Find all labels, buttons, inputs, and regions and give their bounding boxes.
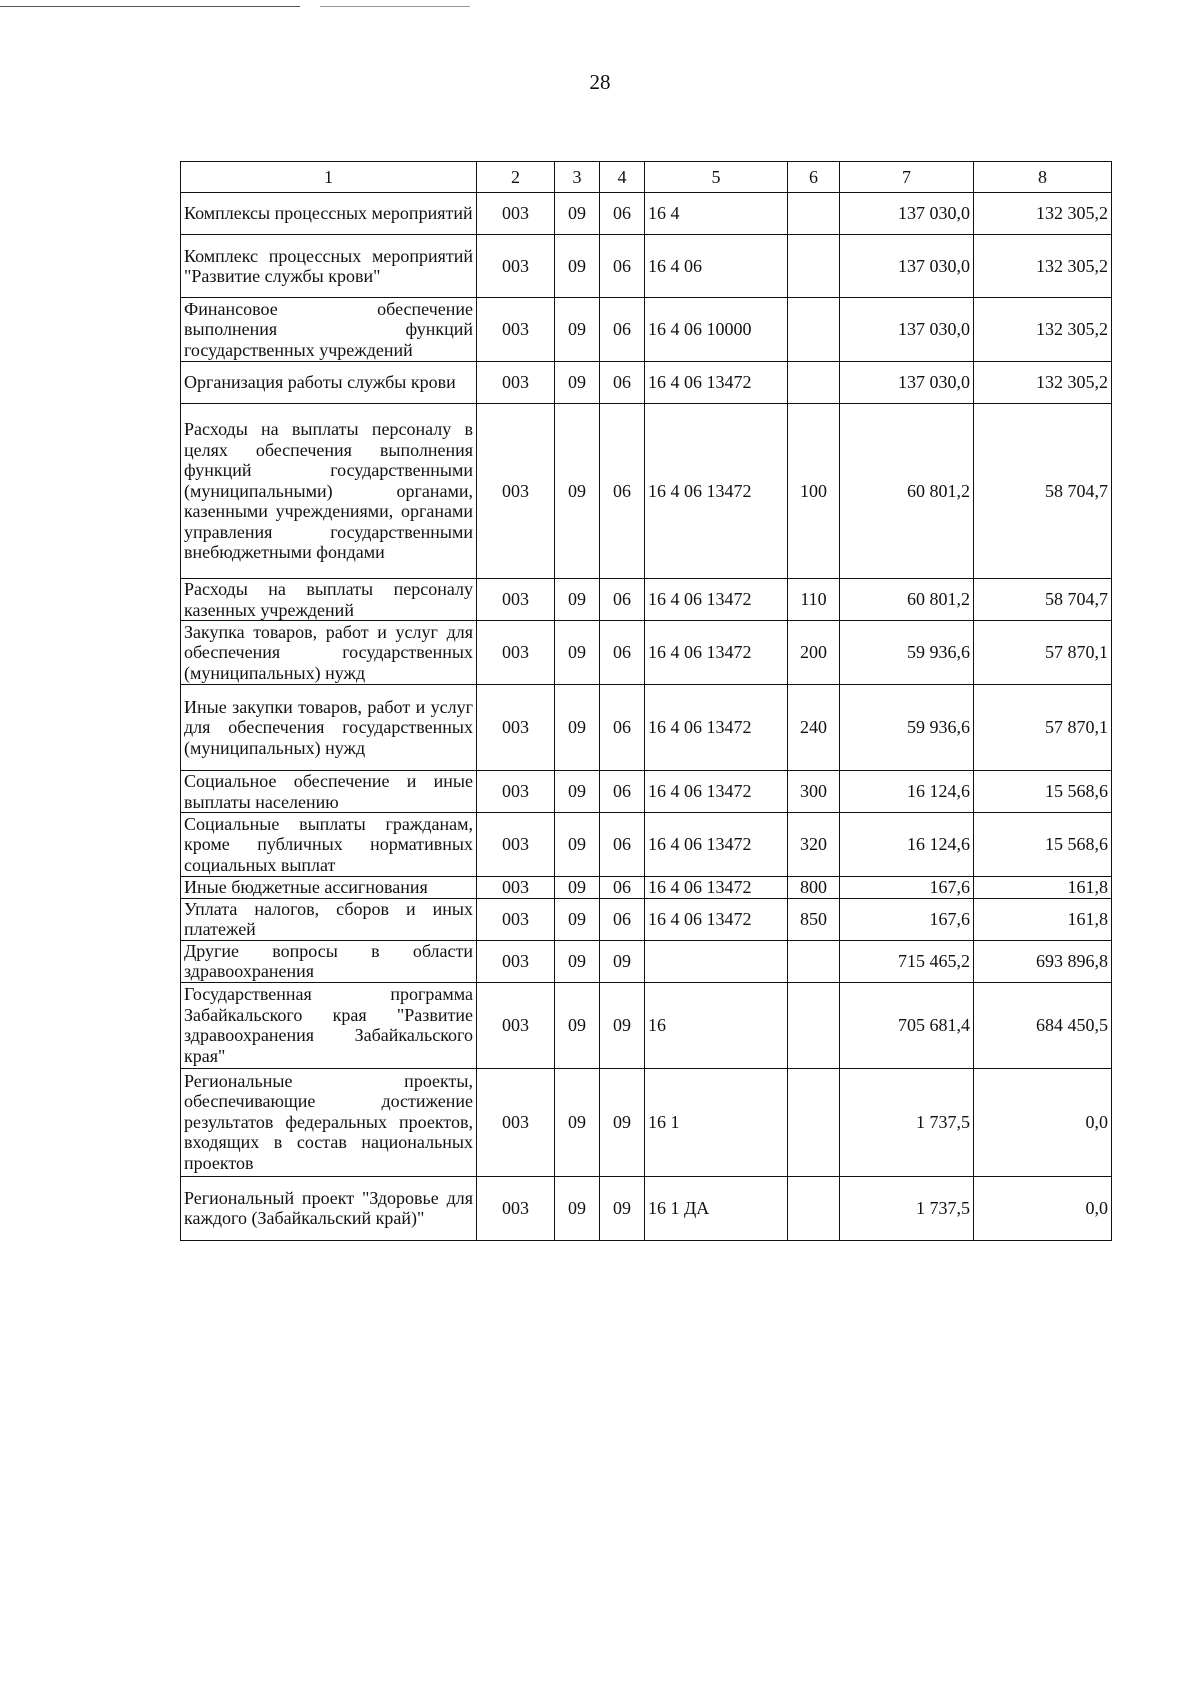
row-chapter-code: 09: [555, 877, 600, 899]
row-chapter-code: 09: [555, 1176, 600, 1240]
row-chapter-code: 09: [555, 579, 600, 621]
row-expense-type: [788, 298, 840, 362]
header-cell: 8: [974, 162, 1112, 193]
row-target-item: 16 1: [645, 1068, 788, 1176]
row-name: Комплекс процессных мероприятий "Развитие службы крови": [181, 235, 477, 298]
table-row: [181, 579, 1112, 621]
row-target-item: 16 4 06 13472: [645, 898, 788, 940]
row-amount-8: 132 305,2: [974, 235, 1112, 298]
row-subsection-code: 06: [600, 813, 645, 877]
row-amount-7: 59 936,6: [840, 685, 974, 771]
row-amount-7: 137 030,0: [840, 235, 974, 298]
table-row: [181, 982, 1112, 1068]
row-section-code: 003: [477, 685, 555, 771]
top-rule: [0, 6, 300, 7]
row-target-item: 16 4 06 10000: [645, 298, 788, 362]
row-target-item: 16 4 06 13472: [645, 771, 788, 813]
row-section-code: 003: [477, 298, 555, 362]
row-expense-type: [788, 1176, 840, 1240]
row-amount-7: 59 936,6: [840, 621, 974, 685]
row-name: Финансовое обеспечение выполнения функций государственных учреждений: [181, 298, 477, 362]
row-target-item: 16 4 06 13472: [645, 404, 788, 579]
row-amount-8: 132 305,2: [974, 362, 1112, 404]
row-section-code: 003: [477, 621, 555, 685]
row-amount-8: 161,8: [974, 877, 1112, 899]
row-section-code: 003: [477, 235, 555, 298]
table-body: [181, 193, 1112, 1241]
row-chapter-code: 09: [555, 235, 600, 298]
row-expense-type: 110: [788, 579, 840, 621]
row-subsection-code: 06: [600, 235, 645, 298]
table-row: [181, 404, 1112, 579]
row-name: Иные закупки товаров, работ и услуг для обеспечения государственных (муниципальных) нужд: [181, 685, 477, 771]
row-amount-7: 60 801,2: [840, 404, 974, 579]
header-cell: 2: [477, 162, 555, 193]
row-subsection-code: 06: [600, 771, 645, 813]
row-target-item: 16 4 06 13472: [645, 579, 788, 621]
row-section-code: 003: [477, 362, 555, 404]
row-chapter-code: 09: [555, 298, 600, 362]
row-expense-type: [788, 940, 840, 982]
row-section-code: 003: [477, 771, 555, 813]
table-row: [181, 877, 1112, 899]
row-amount-7: 137 030,0: [840, 298, 974, 362]
row-amount-8: 132 305,2: [974, 298, 1112, 362]
row-amount-8: 58 704,7: [974, 404, 1112, 579]
row-target-item: [645, 940, 788, 982]
table-row: [181, 771, 1112, 813]
row-amount-8: 57 870,1: [974, 685, 1112, 771]
header-cell: 4: [600, 162, 645, 193]
row-expense-type: 320: [788, 813, 840, 877]
row-name: Региональный проект "Здоровье для каждого (Забайкальский край)": [181, 1176, 477, 1240]
row-expense-type: [788, 235, 840, 298]
table-row: [181, 1176, 1112, 1240]
row-amount-8: 58 704,7: [974, 579, 1112, 621]
row-section-code: 003: [477, 404, 555, 579]
table-row: [181, 193, 1112, 235]
row-expense-type: 850: [788, 898, 840, 940]
header-cell: 6: [788, 162, 840, 193]
row-amount-7: 1 737,5: [840, 1068, 974, 1176]
row-expense-type: 800: [788, 877, 840, 899]
row-target-item: 16 4 06 13472: [645, 877, 788, 899]
row-subsection-code: 09: [600, 940, 645, 982]
row-amount-7: 137 030,0: [840, 193, 974, 235]
row-subsection-code: 06: [600, 404, 645, 579]
row-subsection-code: 06: [600, 685, 645, 771]
row-name: Региональные проекты, обеспечивающие достижение результатов федеральных проектов, входящих в состав национальных проектов: [181, 1068, 477, 1176]
row-subsection-code: 06: [600, 898, 645, 940]
row-subsection-code: 06: [600, 621, 645, 685]
row-amount-8: 161,8: [974, 898, 1112, 940]
row-amount-7: 16 124,6: [840, 813, 974, 877]
row-chapter-code: 09: [555, 621, 600, 685]
row-subsection-code: 06: [600, 579, 645, 621]
row-subsection-code: 09: [600, 1068, 645, 1176]
row-amount-8: 132 305,2: [974, 193, 1112, 235]
row-target-item: 16 4 06: [645, 235, 788, 298]
row-amount-7: 705 681,4: [840, 982, 974, 1068]
row-amount-7: 715 465,2: [840, 940, 974, 982]
row-chapter-code: 09: [555, 193, 600, 235]
row-expense-type: [788, 193, 840, 235]
row-amount-8: 0,0: [974, 1176, 1112, 1240]
table-row: [181, 1068, 1112, 1176]
row-section-code: 003: [477, 193, 555, 235]
row-amount-8: 684 450,5: [974, 982, 1112, 1068]
budget-table: [180, 161, 1112, 1241]
row-amount-8: 693 896,8: [974, 940, 1112, 982]
row-section-code: 003: [477, 1176, 555, 1240]
row-name: Уплата налогов, сборов и иных платежей: [181, 898, 477, 940]
row-name: Социальные выплаты гражданам, кроме публичных нормативных социальных выплат: [181, 813, 477, 877]
row-target-item: 16 4 06 13472: [645, 685, 788, 771]
header-cell: 7: [840, 162, 974, 193]
row-subsection-code: 06: [600, 193, 645, 235]
table-row: [181, 685, 1112, 771]
table-row: [181, 235, 1112, 298]
row-chapter-code: 09: [555, 404, 600, 579]
row-target-item: 16 4: [645, 193, 788, 235]
row-name: Организация работы службы крови: [181, 362, 477, 404]
row-expense-type: 240: [788, 685, 840, 771]
row-name: Расходы на выплаты персоналу казенных учреждений: [181, 579, 477, 621]
row-section-code: 003: [477, 940, 555, 982]
row-amount-8: 15 568,6: [974, 771, 1112, 813]
row-target-item: 16 4 06 13472: [645, 621, 788, 685]
row-name: Государственная программа Забайкальского края "Развитие здравоохранения Забайкальского края": [181, 982, 477, 1068]
row-amount-8: 15 568,6: [974, 813, 1112, 877]
row-section-code: 003: [477, 1068, 555, 1176]
row-chapter-code: 09: [555, 1068, 600, 1176]
table-row: [181, 813, 1112, 877]
row-subsection-code: 06: [600, 298, 645, 362]
row-expense-type: [788, 362, 840, 404]
row-name: Расходы на выплаты персоналу в целях обеспечения выполнения функций государственными (муниципальными) органами, казенными учреждениями, органами управления государственными внебюджетными фондами: [181, 404, 477, 579]
row-amount-7: 16 124,6: [840, 771, 974, 813]
row-expense-type: [788, 982, 840, 1068]
row-amount-8: 0,0: [974, 1068, 1112, 1176]
header-cell: 1: [181, 162, 477, 193]
row-chapter-code: 09: [555, 362, 600, 404]
row-section-code: 003: [477, 982, 555, 1068]
row-expense-type: 200: [788, 621, 840, 685]
row-name: Комплексы процессных мероприятий: [181, 193, 477, 235]
row-chapter-code: 09: [555, 813, 600, 877]
row-amount-7: 167,6: [840, 898, 974, 940]
row-subsection-code: 06: [600, 362, 645, 404]
row-chapter-code: 09: [555, 771, 600, 813]
row-target-item: 16 1 ДА: [645, 1176, 788, 1240]
row-chapter-code: 09: [555, 982, 600, 1068]
row-section-code: 003: [477, 813, 555, 877]
header-cell: 5: [645, 162, 788, 193]
row-subsection-code: 09: [600, 982, 645, 1068]
row-chapter-code: 09: [555, 940, 600, 982]
row-expense-type: [788, 1068, 840, 1176]
row-name: Закупка товаров, работ и услуг для обеспечения государственных (муниципальных) нужд: [181, 621, 477, 685]
row-chapter-code: 09: [555, 685, 600, 771]
page-number: 28: [589, 70, 611, 94]
row-target-item: 16 4 06 13472: [645, 813, 788, 877]
row-section-code: 003: [477, 579, 555, 621]
header-row: [181, 162, 1112, 193]
row-expense-type: 100: [788, 404, 840, 579]
row-amount-7: 137 030,0: [840, 362, 974, 404]
row-chapter-code: 09: [555, 898, 600, 940]
row-section-code: 003: [477, 898, 555, 940]
table-row: [181, 298, 1112, 362]
row-name: Социальное обеспечение и иные выплаты населению: [181, 771, 477, 813]
row-expense-type: 300: [788, 771, 840, 813]
row-target-item: 16: [645, 982, 788, 1068]
top-rule-short: [320, 6, 470, 7]
row-amount-7: 60 801,2: [840, 579, 974, 621]
table-row: [181, 621, 1112, 685]
row-subsection-code: 06: [600, 877, 645, 899]
row-amount-7: 1 737,5: [840, 1176, 974, 1240]
row-amount-7: 167,6: [840, 877, 974, 899]
row-section-code: 003: [477, 877, 555, 899]
table-row: [181, 898, 1112, 940]
table-row: [181, 940, 1112, 982]
row-name: Иные бюджетные ассигнования: [181, 877, 477, 899]
table-row: [181, 362, 1112, 404]
header-cell: 3: [555, 162, 600, 193]
row-name: Другие вопросы в области здравоохранения: [181, 940, 477, 982]
row-amount-8: 57 870,1: [974, 621, 1112, 685]
row-subsection-code: 09: [600, 1176, 645, 1240]
row-target-item: 16 4 06 13472: [645, 362, 788, 404]
